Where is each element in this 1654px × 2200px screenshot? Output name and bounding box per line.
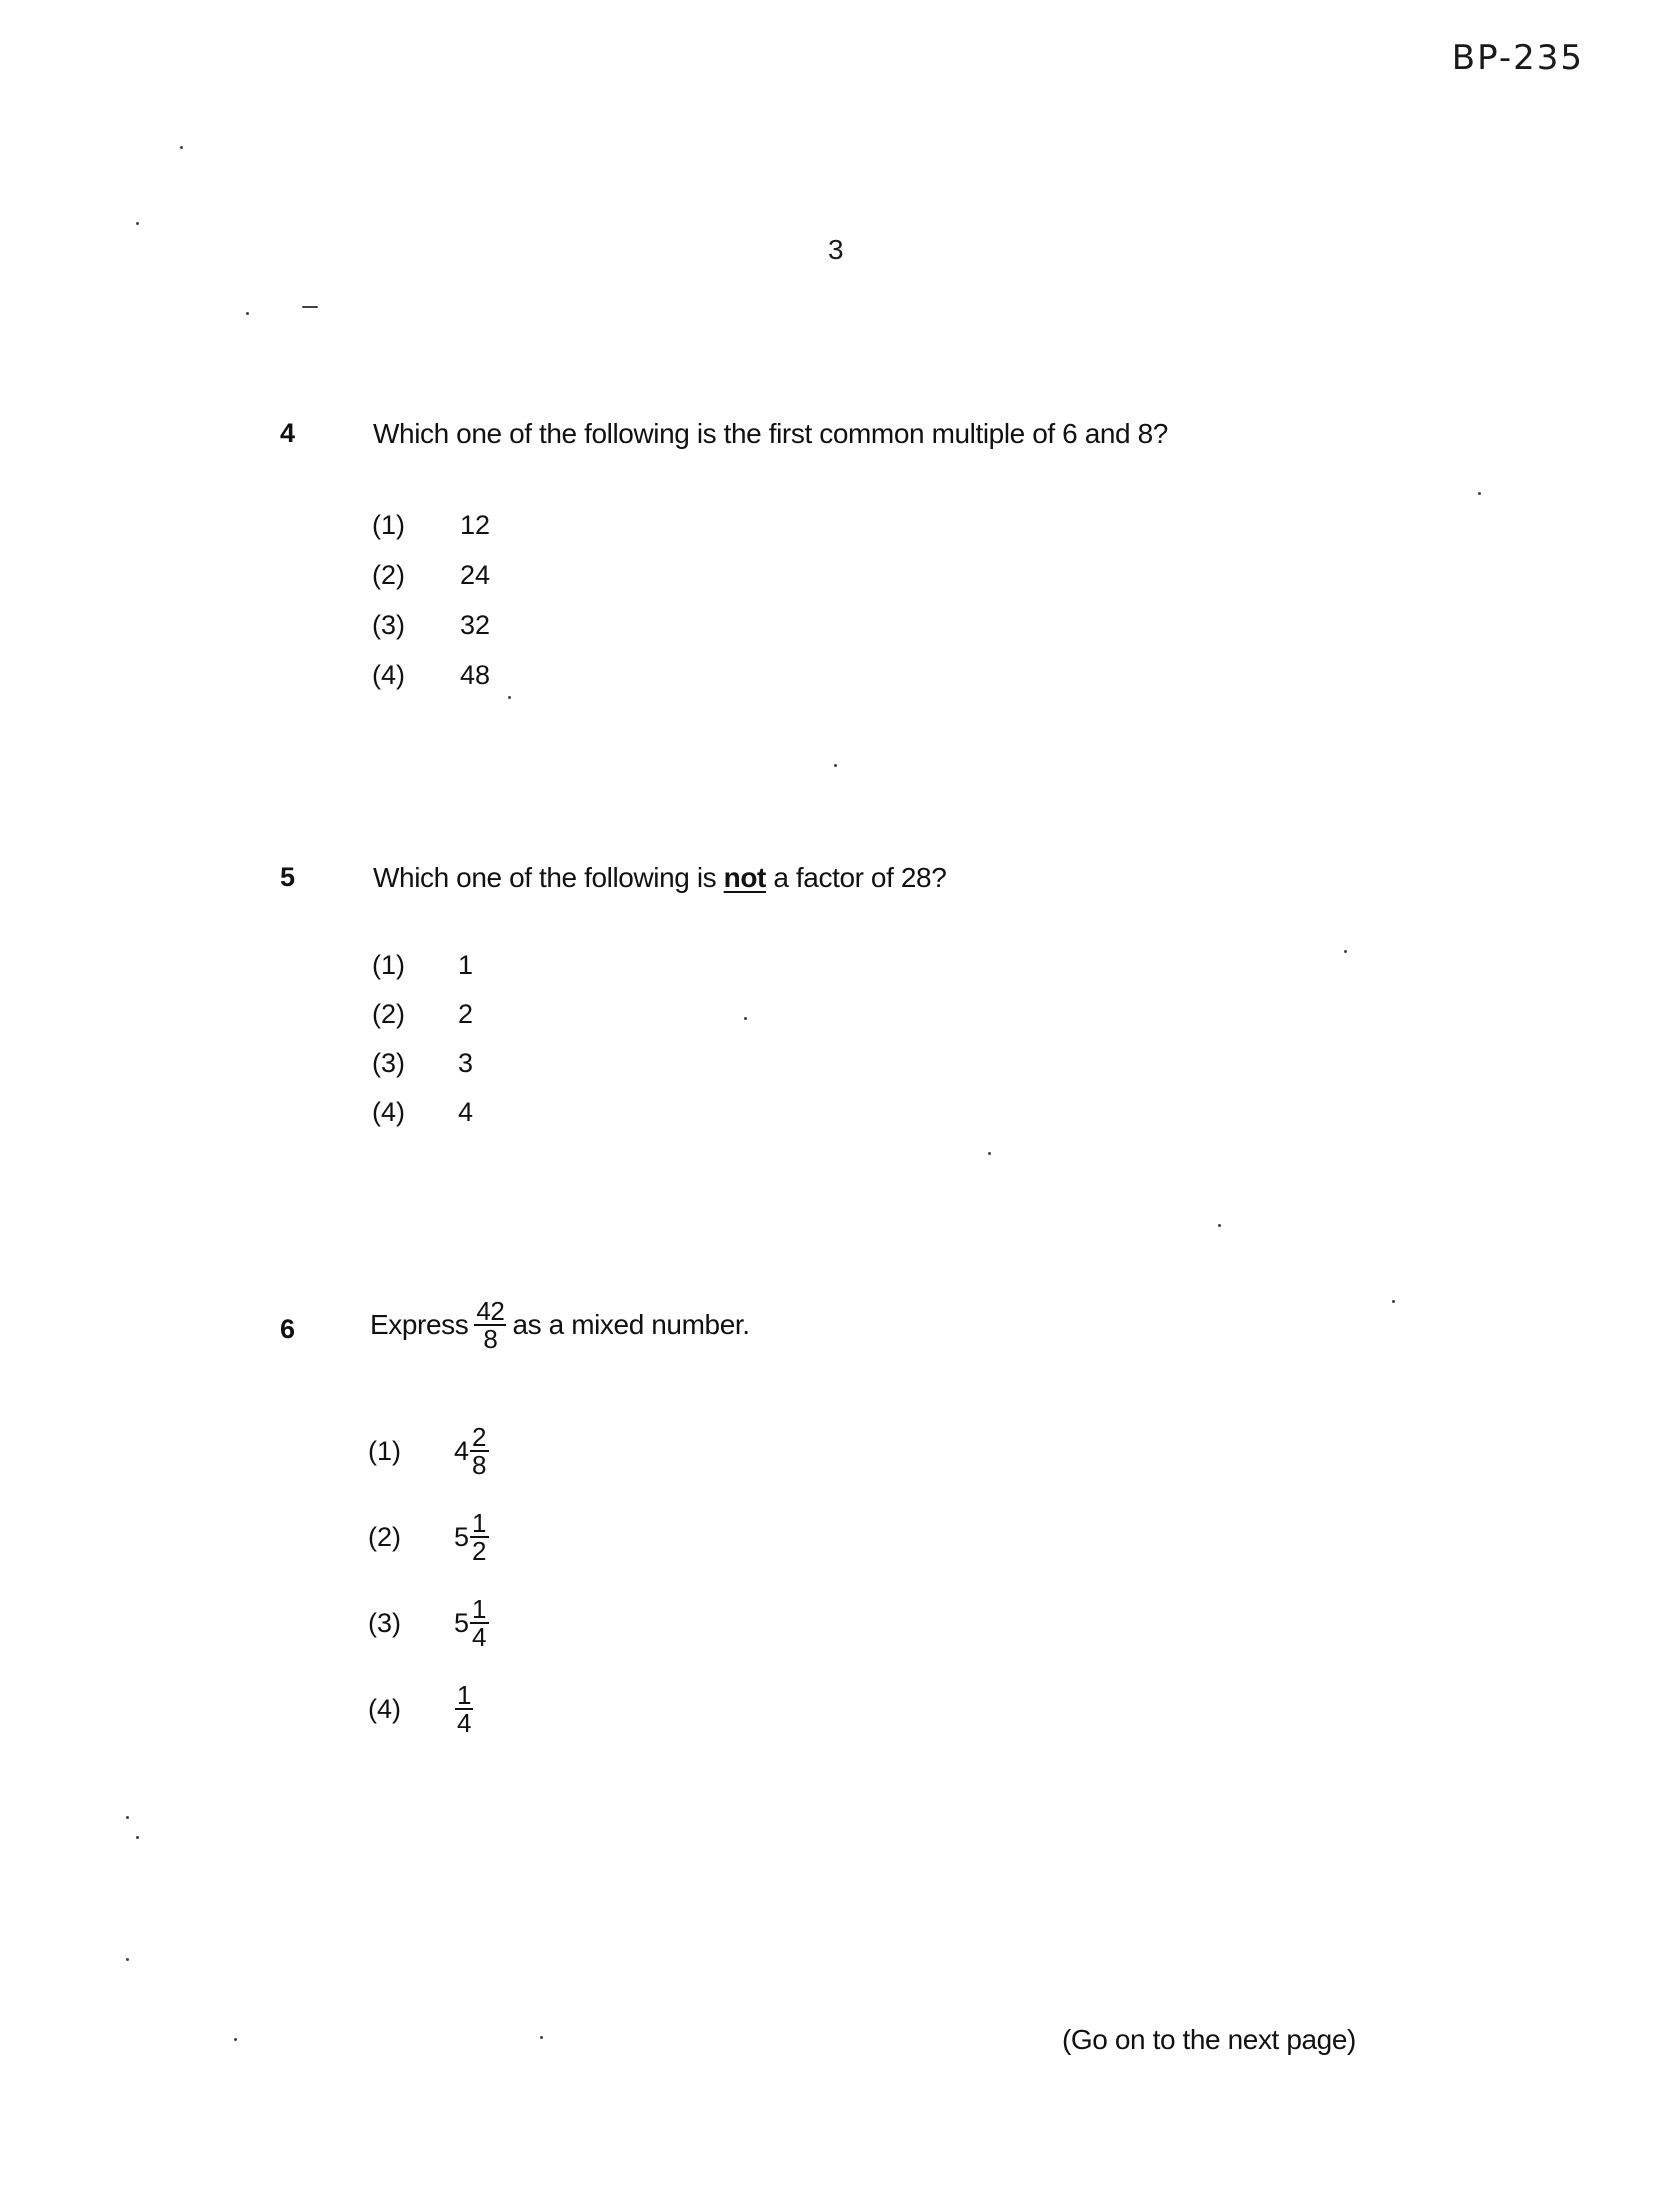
option-label: (3) [372,1048,405,1078]
emphasis-word: not [723,862,766,893]
answer-option-4[interactable] [368,1666,489,1752]
question-fraction [474,1298,506,1352]
fraction-numerator: 1 [472,1508,487,1538]
fraction [470,1424,488,1478]
scan-speck [540,2036,543,2039]
question-text-end: a factor of 28? [765,862,947,893]
scan-speck [508,696,511,699]
whole-part: 5 [454,1607,470,1638]
option-label: (4) [368,1693,401,1724]
question-text-start: Express [370,1309,469,1340]
option-label: (1) [372,950,405,980]
answer-option-3[interactable] [372,610,490,660]
fraction [470,1596,488,1650]
option-label: (1) [372,510,405,540]
whole-part: 5 [454,1521,470,1552]
answer-option-1[interactable] [372,510,490,560]
option-label: (4) [372,660,405,690]
option-label: (3) [372,610,405,640]
continue-note: (Go on to the next page) [1062,2024,1356,2055]
mixed-number [454,1596,489,1650]
mixed-number [454,1424,489,1478]
scan-speck [744,1017,747,1020]
scan-speck [1392,1300,1395,1303]
mixed-number [454,1682,473,1736]
answer-option-2[interactable] [372,999,473,1048]
scan-speck [126,1958,129,1961]
option-label: (2) [368,1521,401,1552]
answer-option-4[interactable] [372,660,490,710]
answer-options [372,510,490,710]
answer-option-1[interactable] [368,1408,489,1494]
scan-speck [1478,492,1481,495]
question-number: 4 [280,418,296,448]
option-value: 12 [460,510,491,540]
answer-option-1[interactable] [372,950,473,999]
option-value: 24 [460,560,491,590]
scan-speck [136,222,139,225]
fraction-numerator: 2 [472,1422,487,1452]
option-label: (2) [372,999,405,1029]
page-code: BP-235 [1451,38,1584,78]
scan-speck [1218,1224,1221,1227]
option-label: (3) [368,1607,401,1638]
scan-speck [126,1816,129,1819]
fraction-denominator: 8 [472,1450,487,1480]
answer-options [372,950,473,1146]
question-text-end: as a mixed number. [512,1309,750,1340]
fraction-numerator: 1 [472,1594,487,1624]
whole-part: 4 [454,1435,470,1466]
option-label: (1) [368,1435,401,1466]
answer-options [368,1408,489,1752]
fraction-denominator: 8 [483,1324,498,1354]
option-value: 2 [458,999,474,1029]
answer-option-4[interactable] [372,1097,473,1146]
scan-speck [834,764,837,767]
fraction-numerator: 1 [457,1680,472,1710]
answer-option-3[interactable] [368,1580,489,1666]
fraction [470,1510,488,1564]
option-value: 4 [458,1097,474,1127]
option-value: 48 [460,660,491,690]
scan-speck [988,1152,991,1155]
fraction [455,1682,473,1736]
scan-speck [234,2038,237,2041]
scan-speck [1344,950,1347,953]
question-text [373,862,946,894]
option-label: (2) [372,560,405,590]
scan-speck [136,1836,139,1839]
option-label: (4) [372,1097,405,1127]
fraction-numerator: 42 [476,1296,505,1326]
question-text: Which one of the following is the first common multiple of 6 and 8? [373,418,1168,449]
scan-speck [302,306,318,308]
fraction-denominator: 4 [472,1622,487,1652]
option-value: 3 [458,1048,474,1078]
mixed-number [454,1510,489,1564]
fraction-denominator: 4 [457,1708,472,1738]
question-number: 5 [280,862,296,892]
question-text-start: Which one of the following is [373,862,724,893]
scan-speck [180,146,183,149]
option-value: 32 [460,610,491,640]
question-text [370,1298,750,1352]
page-number: 3 [828,234,844,265]
option-value: 1 [458,950,474,980]
answer-option-2[interactable] [372,560,490,610]
answer-option-3[interactable] [372,1048,473,1097]
fraction-denominator: 2 [472,1536,487,1566]
answer-option-2[interactable] [368,1494,489,1580]
question-number: 6 [280,1314,296,1344]
scan-speck [246,312,249,315]
